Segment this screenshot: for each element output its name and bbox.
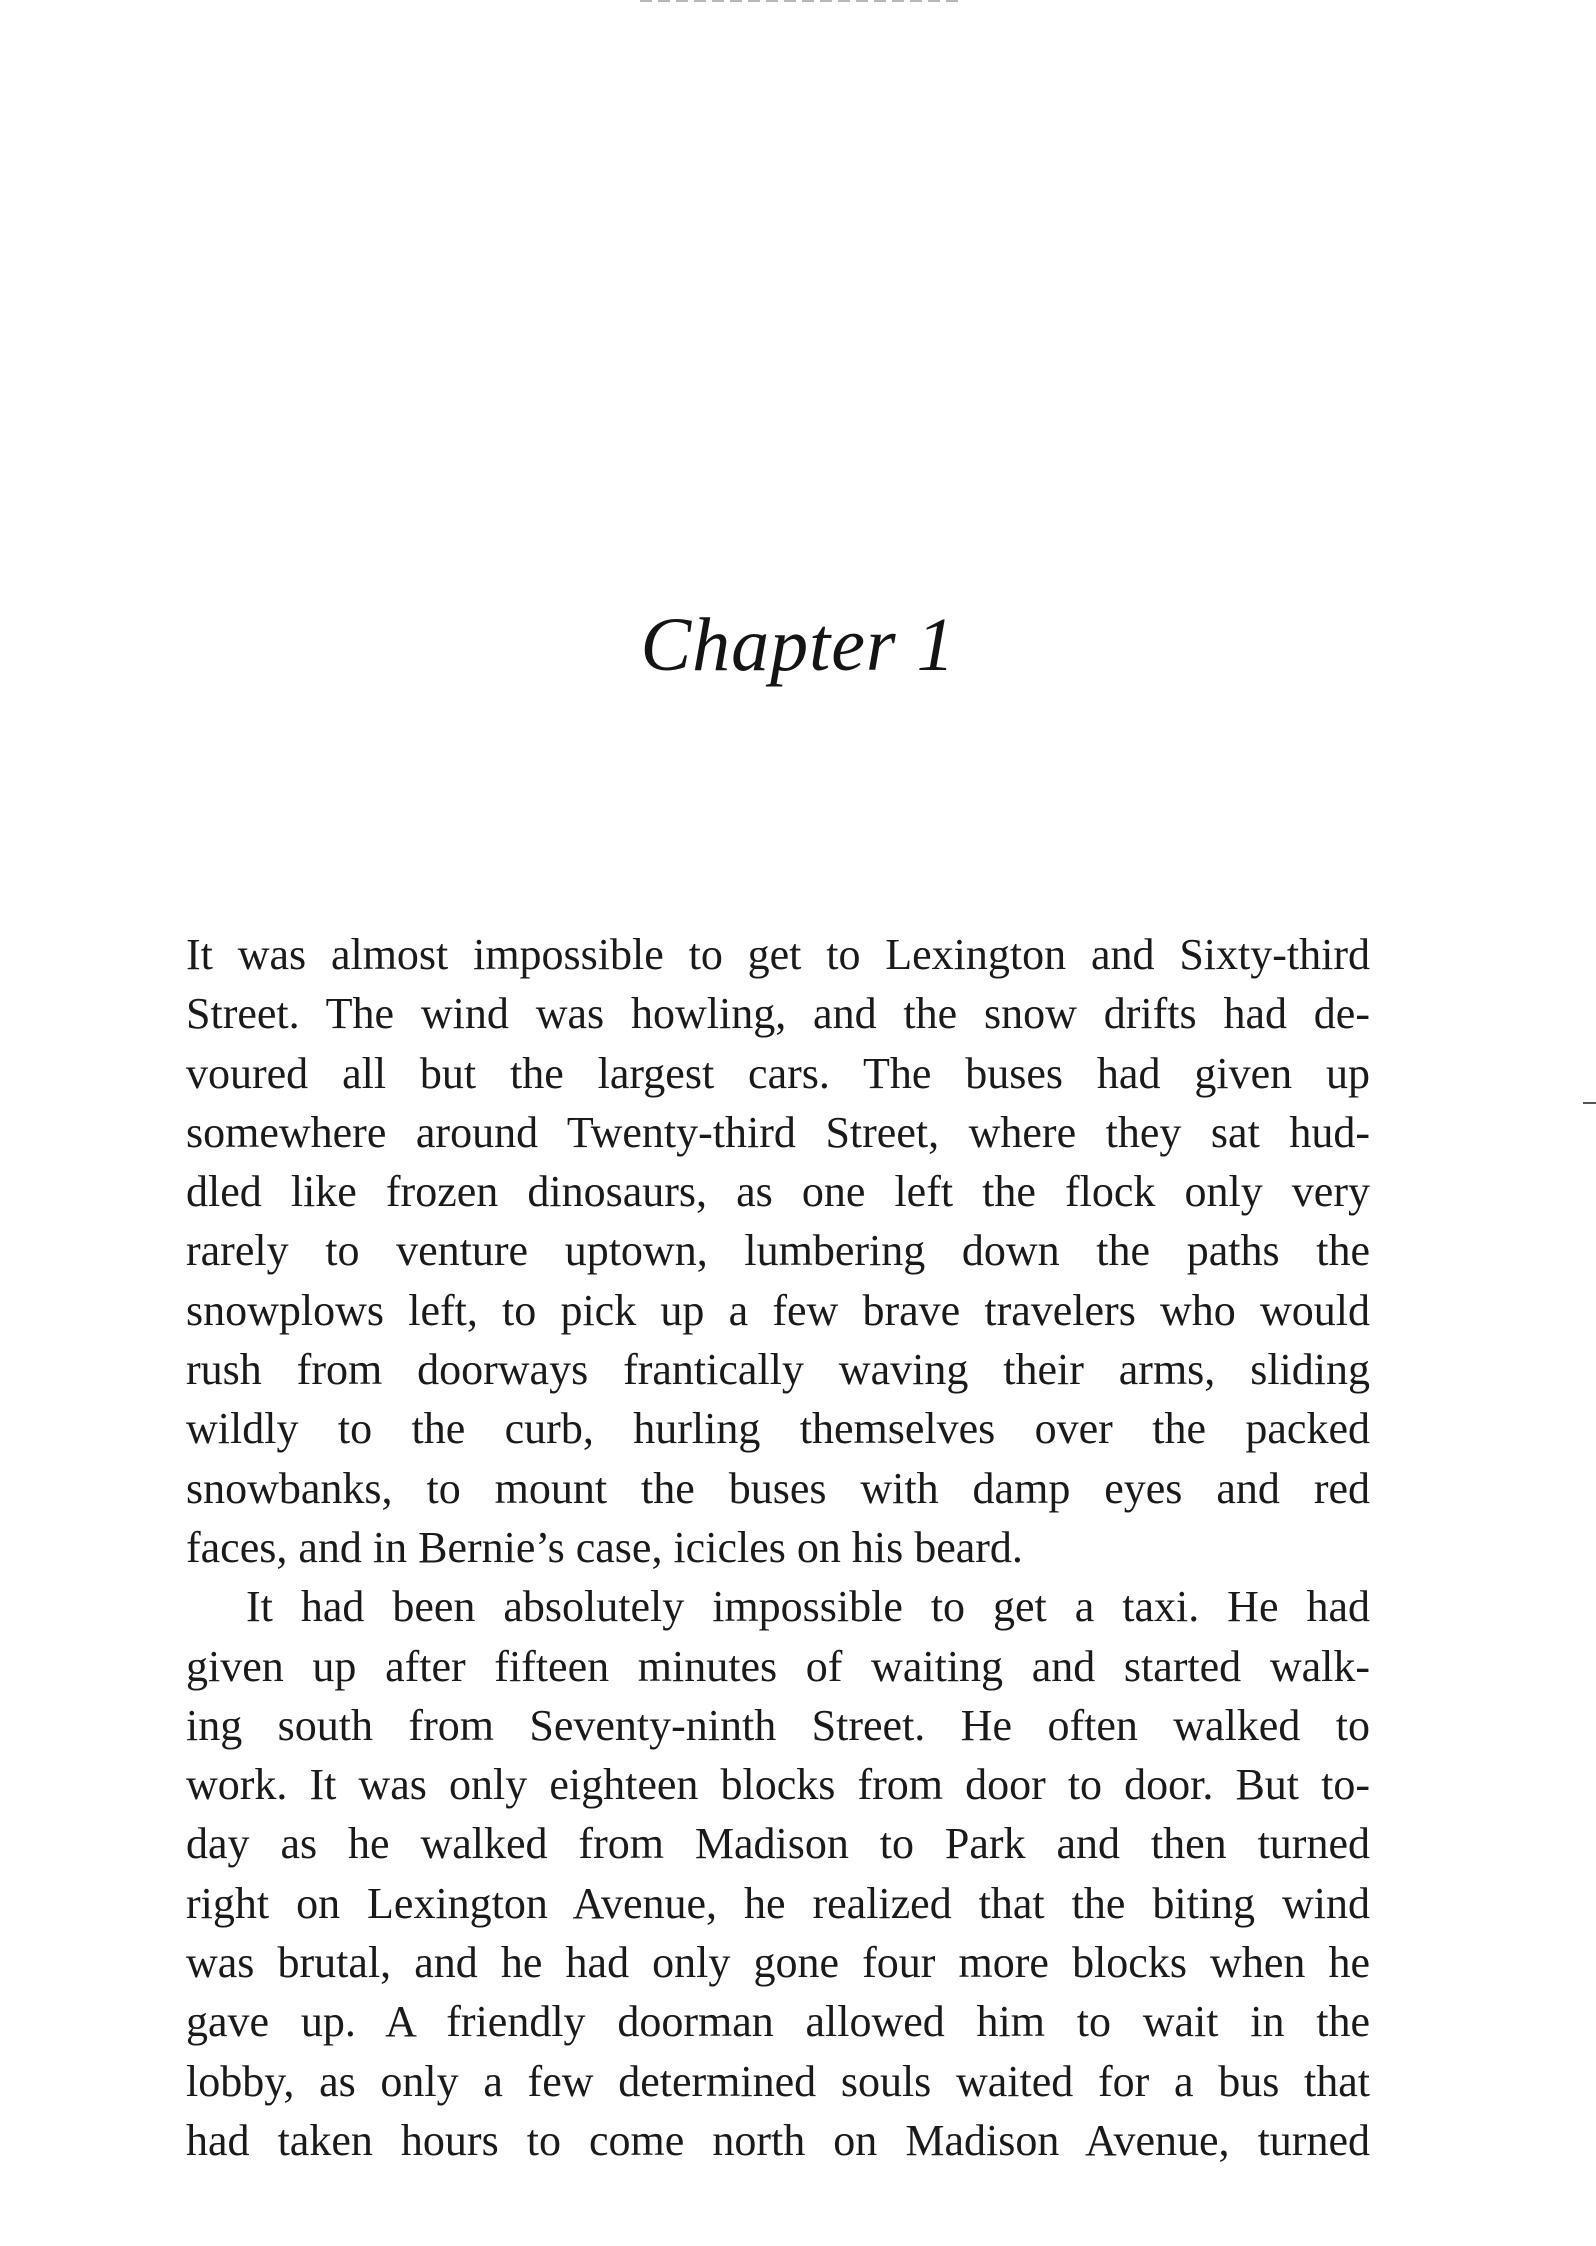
text-line: ing south from Seventy-ninth Street. He often walked to xyxy=(186,1700,1370,1750)
text-line: given up after fifteen minutes of waiting and started walk- xyxy=(186,1641,1370,1691)
text-line: work. It was only eighteen blocks from door to door. But to- xyxy=(186,1760,1370,1810)
text-line: rush from doorways frantically waving their arms, sliding xyxy=(186,1345,1370,1395)
text-line: snowbanks, to mount the buses with damp eyes and red xyxy=(186,1463,1370,1513)
text-line: gave up. A friendly doorman allowed him to wait in the xyxy=(186,1997,1370,2047)
text-line: had taken hours to come north on Madison Avenue, turned xyxy=(186,2115,1370,2165)
text-line: Street. The wind was howling, and the snow drifts had de- xyxy=(186,989,1370,1039)
text-line: rarely to venture uptown, lumbering down the paths the xyxy=(186,1226,1370,1276)
body-text xyxy=(186,925,1370,2170)
text-line: somewhere around Twenty-third Street, where they sat hud- xyxy=(186,1107,1370,1157)
text-line: It had been absolutely impossible to get a taxi. He had xyxy=(246,1582,1370,1632)
text-line: was brutal, and he had only gone four more blocks when he xyxy=(186,1938,1370,1988)
running-head-remnant xyxy=(640,0,960,5)
margin-mark xyxy=(1583,1102,1596,1104)
text-line: dled like frozen dinosaurs, as one left the flock only very xyxy=(186,1167,1370,1217)
paragraph-1 xyxy=(186,925,1370,1577)
text-line: It was almost impossible to get to Lexington and Sixty-third xyxy=(186,930,1370,979)
text-line: wildly to the curb, hurling themselves over the packed xyxy=(186,1404,1370,1454)
text-line: faces, and in Bernie’s case, icicles on his beard. xyxy=(186,1522,1023,1572)
text-line: lobby, as only a few determined souls waited for a bus that xyxy=(186,2056,1370,2106)
chapter-title: Chapter 1 xyxy=(640,603,956,687)
text-line: voured all but the largest cars. The buses had given up xyxy=(186,1048,1370,1098)
text-line: right on Lexington Avenue, he realized that the biting wind xyxy=(186,1878,1370,1928)
text-line: snowplows left, to pick up a few brave travelers who would xyxy=(186,1285,1370,1335)
paragraph-2 xyxy=(186,1577,1370,2170)
text-line: day as he walked from Madison to Park and then turned xyxy=(186,1819,1370,1869)
